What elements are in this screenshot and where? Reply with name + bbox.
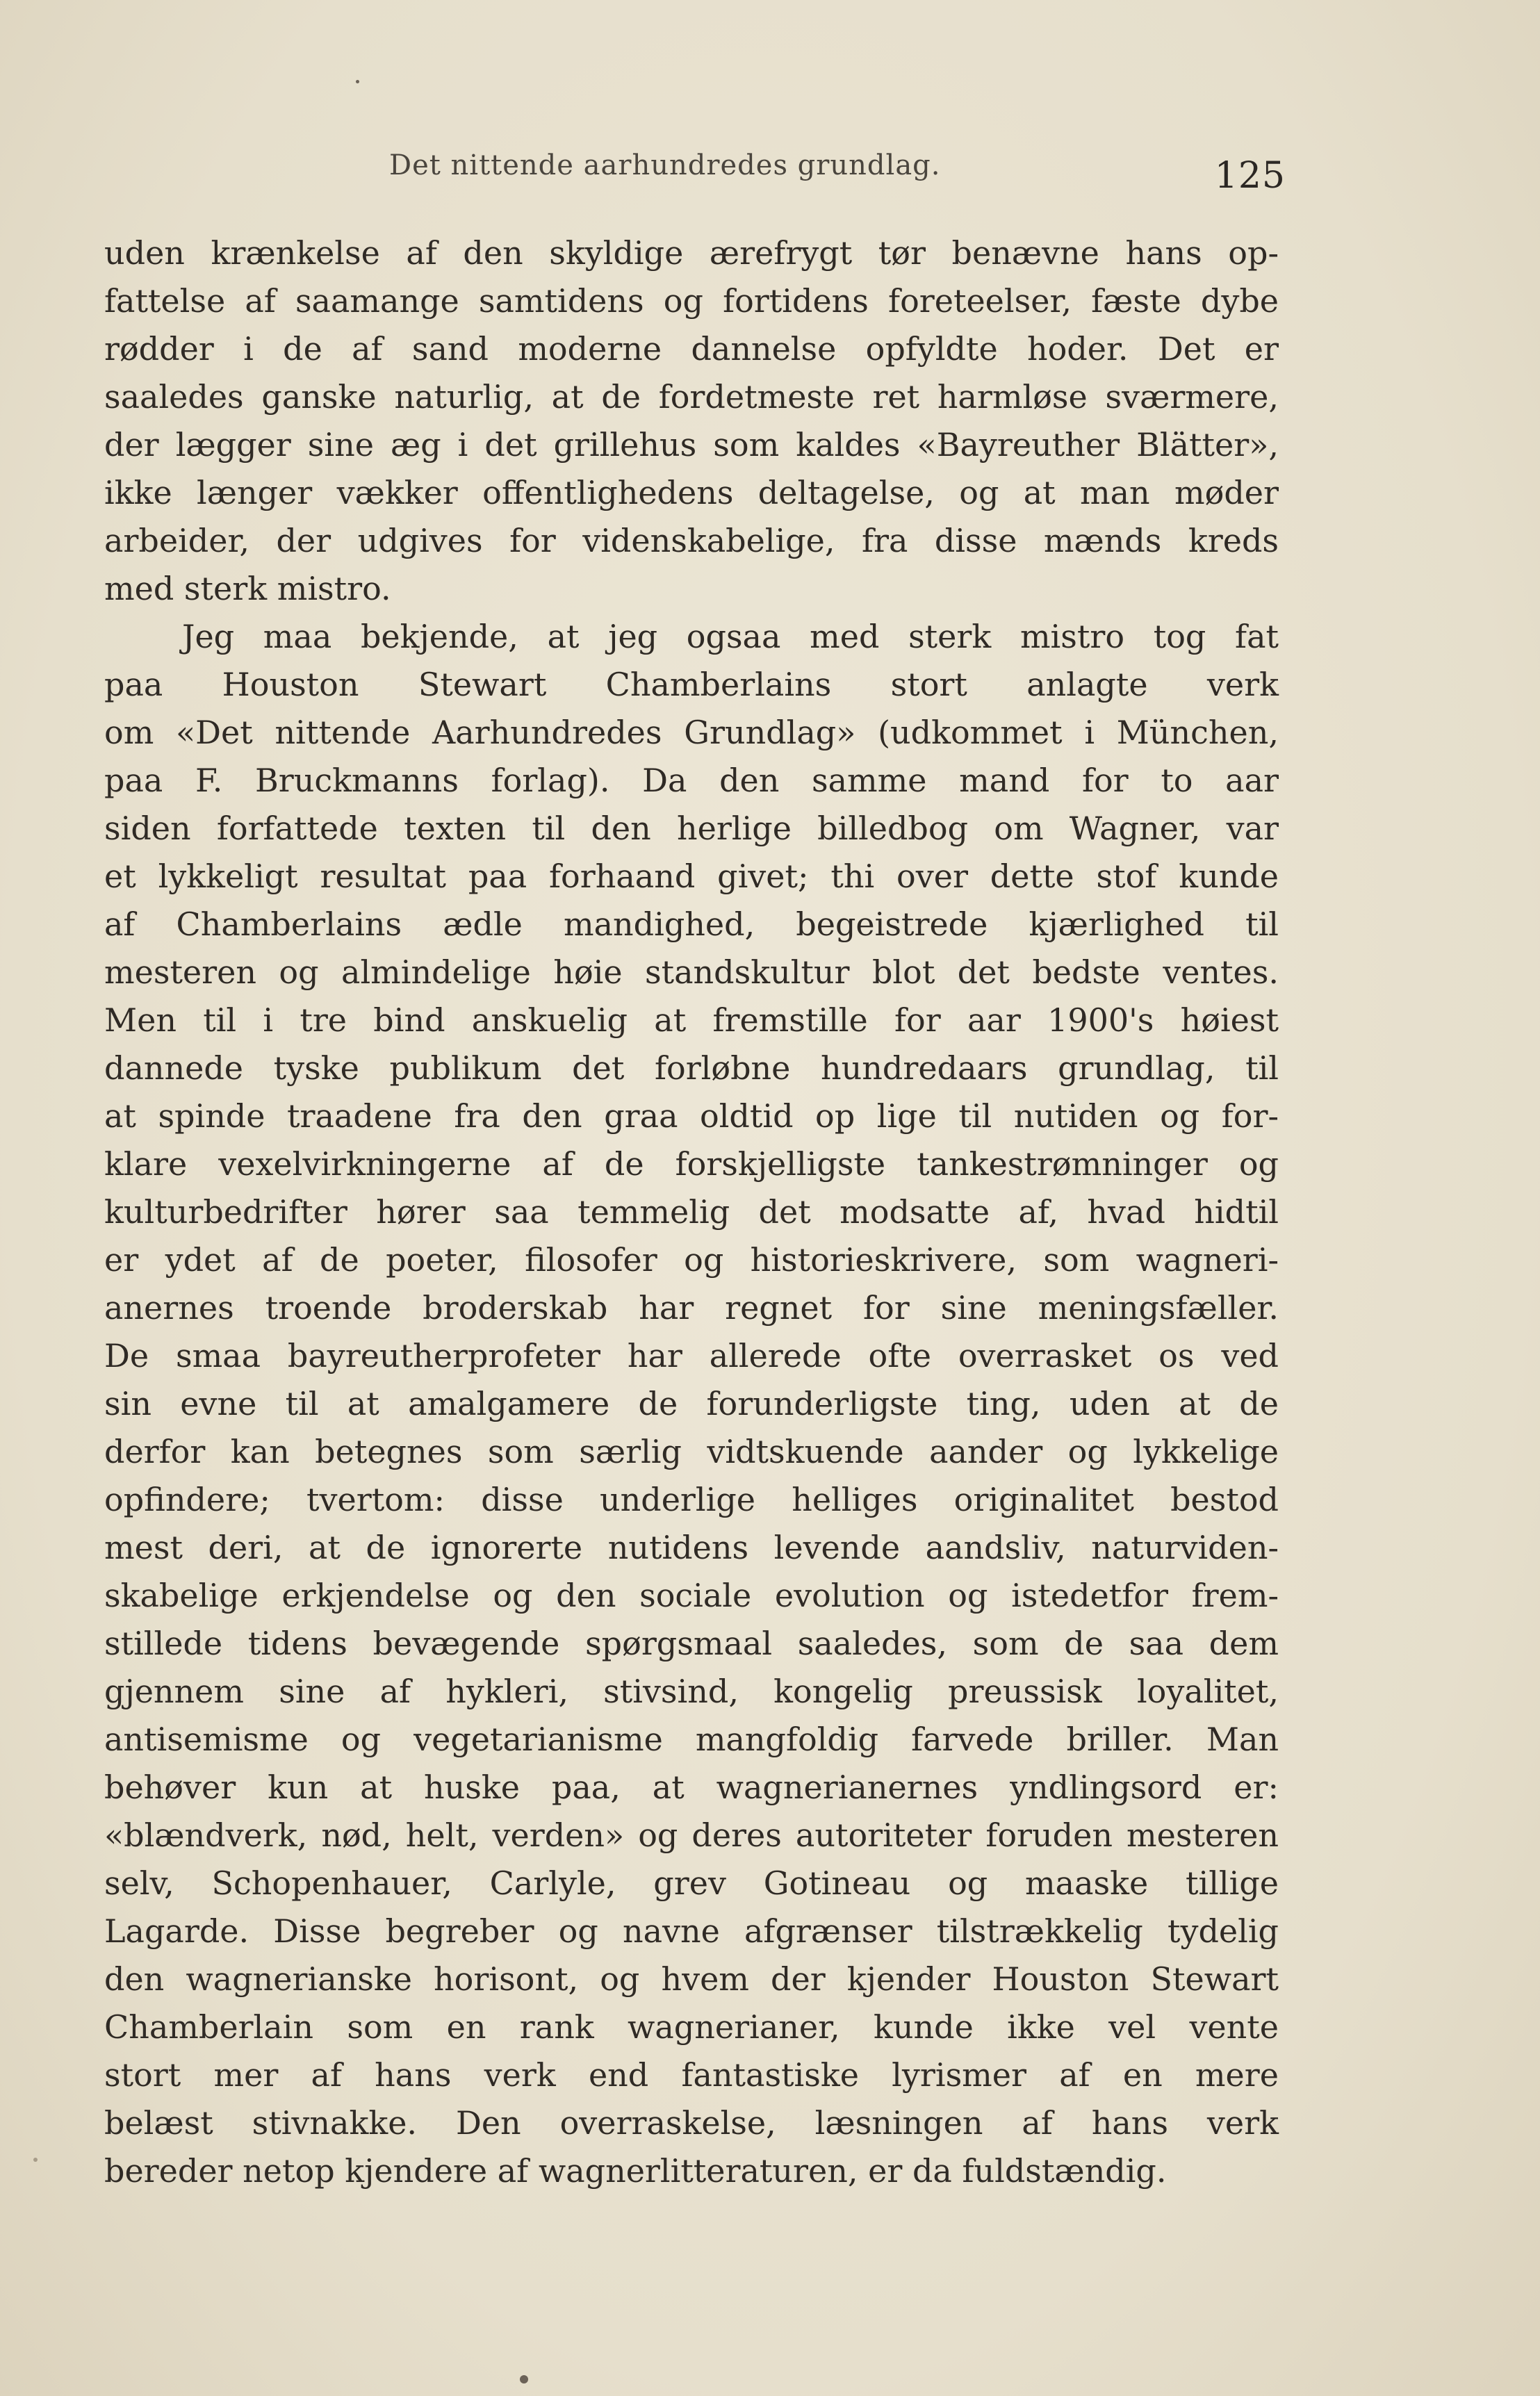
- running-title: Det nittende aarhundredes grundlag.: [389, 149, 941, 181]
- text-line: bereder netop kjendere af wagnerlitteraturen, er da fuldstændig.: [104, 2152, 1167, 2190]
- text-line: Chamberlain som en rank wagnerianer, kunde ikke vel vente: [104, 2008, 1279, 2046]
- text-line: kulturbedrifter hører saa temmelig det modsatte af, hvad hidtil: [104, 1193, 1279, 1231]
- body-text: [104, 229, 1279, 2195]
- text-line: siden forfattede texten til den herlige billedbog om Wagner, var: [104, 810, 1279, 847]
- text-line: behøver kun at huske paa, at wagnerianernes yndlingsord er:: [104, 1769, 1279, 1806]
- page-number: 125: [1214, 155, 1286, 197]
- text-line: at spinde traadene fra den graa oldtid op lige til nutiden og for-: [104, 1097, 1279, 1135]
- text-line: med sterk mistro.: [104, 570, 391, 607]
- text-line: stort mer af hans verk end fantastiske lyrismer af en mere: [104, 2056, 1279, 2094]
- text-line: stillede tidens bevægende spørgsmaal saaledes, som de saa dem: [104, 1625, 1279, 1662]
- text-line: rødder i de af sand moderne dannelse opfyldte hoder. Det er: [104, 330, 1279, 368]
- text-line: sin evne til at amalgamere de forunderligste ting, uden at de: [104, 1385, 1279, 1422]
- text-line: ikke længer vækker offentlighedens deltagelse, og at man møder: [104, 474, 1279, 511]
- text-line: opfindere; tvertom: disse underlige helliges originalitet bestod: [104, 1481, 1279, 1518]
- text-line: af Chamberlains ædle mandighed, begeistrede kjærlighed til: [104, 905, 1279, 943]
- text-line: er ydet af de poeter, filosofer og historieskrivere, som wagneri-: [104, 1241, 1279, 1279]
- text-line: paa F. Bruckmanns forlag). Da den samme mand for to aar: [104, 762, 1279, 799]
- text-line: Lagarde. Disse begreber og navne afgrænser tilstrækkelig tydelig: [104, 1912, 1279, 1950]
- text-line: derfor kan betegnes som særlig vidtskuende aander og lykkelige: [104, 1433, 1279, 1470]
- text-line: belæst stivnakke. Den overraskelse, læsningen af hans verk: [104, 2104, 1279, 2142]
- text-line: uden krænkelse af den skyldige ærefrygt tør benævne hans op-: [104, 234, 1279, 272]
- text-line: der lægger sine æg i det grillehus som kaldes «Bayreuther Blätter»,: [104, 426, 1279, 463]
- text-line: mest deri, at de ignorerte nutidens levende aandsliv, naturviden-: [104, 1529, 1279, 1566]
- text-line: selv, Schopenhauer, Carlyle, grev Gotineau og maaske tillige: [104, 1864, 1279, 1902]
- text-line: Men til i tre bind anskuelig at fremstille for aar 1900's høiest: [104, 1001, 1279, 1039]
- text-line: gjennem sine af hykleri, stivsind, kongelig preussisk loyalitet,: [104, 1673, 1279, 1710]
- text-line: saaledes ganske naturlig, at de fordetmeste ret harmløse sværmere,: [104, 378, 1279, 416]
- text-line: paa Houston Stewart Chamberlains stort anlagte verk: [104, 666, 1279, 703]
- text-line: skabelige erkjendelse og den sociale evolution og istedetfor frem-: [104, 1577, 1279, 1614]
- text-line: klare vexelvirkningerne af de forskjelligste tankestrømninger og: [104, 1145, 1279, 1183]
- paper-speck: [356, 80, 359, 83]
- paper-speck: [520, 2375, 528, 2383]
- paper-speck: [33, 2158, 38, 2162]
- text-line: den wagnerianske horisont, og hvem der kjender Houston Stewart: [104, 1960, 1279, 1998]
- text-line: «blændverk, nød, helt, verden» og deres autoriteter foruden mesteren: [104, 1816, 1279, 1854]
- text-line: fattelse af saamange samtidens og fortidens foreteelser, fæste dybe: [104, 282, 1279, 320]
- text-line: om «Det nittende Aarhundredes Grundlag» (udkommet i München,: [104, 714, 1279, 751]
- text-line: mesteren og almindelige høie standskultur blot det bedste ventes.: [104, 953, 1279, 991]
- text-line: De smaa bayreutherprofeter har allerede ofte overrasket os ved: [104, 1337, 1279, 1375]
- text-line: anernes troende broderskab har regnet for sine meningsfæller.: [104, 1289, 1279, 1327]
- text-line: arbeider, der udgives for videnskabelige, fra disse mænds kreds: [104, 522, 1279, 559]
- text-line: antisemisme og vegetarianisme mangfoldig farvede briller. Man: [104, 1721, 1279, 1758]
- text-line: Jeg maa bekjende, at jeg ogsaa med sterk mistro tog fat: [182, 618, 1279, 655]
- text-line: dannede tyske publikum det forløbne hundredaars grundlag, til: [104, 1049, 1279, 1087]
- text-line: et lykkeligt resultat paa forhaand givet; thi over dette stof kunde: [104, 858, 1279, 895]
